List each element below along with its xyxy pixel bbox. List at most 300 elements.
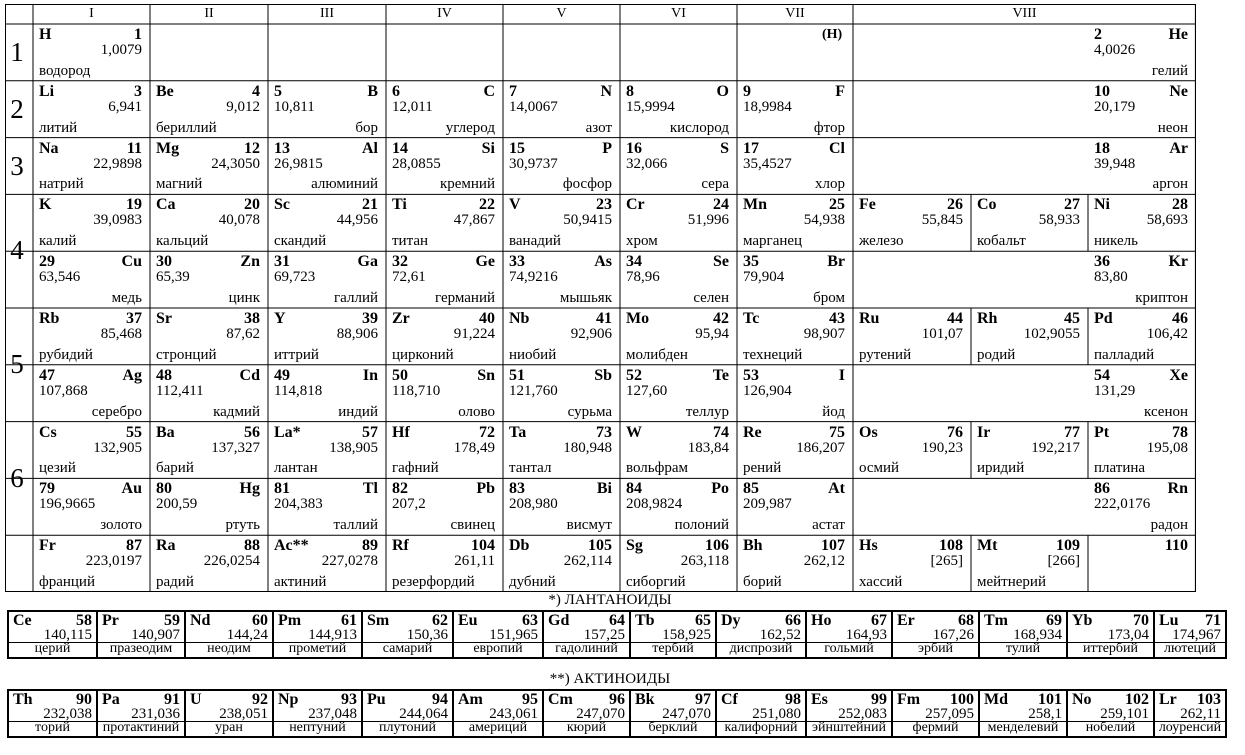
atomic-number: 78 [1172, 423, 1188, 441]
atomic-mass: 231,036 [131, 706, 180, 722]
element-cell [503, 138, 620, 195]
element-symbol: Th [13, 691, 33, 708]
element-cell [737, 365, 853, 422]
atomic-number: 28 [1172, 196, 1188, 214]
element-name: аргон [1152, 176, 1188, 193]
cell-divider [454, 642, 542, 643]
atomic-number: 69 [1046, 612, 1062, 629]
element-name: азот [585, 119, 612, 136]
atomic-mass: 15,9994 [626, 98, 675, 115]
atomic-mass: 78,96 [626, 269, 660, 286]
element-name: стронций [156, 346, 217, 363]
atomic-number: 11 [126, 139, 142, 157]
element-cell [386, 138, 503, 195]
cell-divider [363, 721, 452, 722]
atomic-number: 45 [1064, 310, 1080, 327]
cell-divider [1068, 642, 1153, 643]
atomic-mass: 39,0983 [93, 212, 142, 229]
f-element-cell [978, 691, 1066, 736]
atomic-number: 9 [743, 82, 751, 100]
element-cell [737, 478, 853, 535]
atomic-number: 10 [1094, 82, 1110, 100]
element-name: родий [977, 346, 1016, 363]
element-name: никель [1094, 233, 1138, 250]
element-name: рубидий [39, 346, 93, 363]
element-name: иридий [977, 460, 1025, 477]
element-symbol: Tc [743, 310, 760, 327]
cell-divider [807, 642, 891, 643]
atomic-number: 26 [947, 196, 963, 214]
period-number: 6 [10, 462, 24, 493]
element-symbol: Co [977, 196, 997, 214]
atomic-mass: 237,048 [308, 706, 357, 722]
element-symbol: Rf [392, 537, 409, 555]
element-symbol: F [835, 82, 845, 100]
element-name: цинк [228, 289, 260, 306]
atomic-mass: 58,693 [1146, 212, 1188, 229]
element-cell [150, 194, 268, 251]
atomic-number: 40 [479, 310, 495, 327]
f-element-cell [891, 612, 978, 657]
element-cell [268, 365, 386, 422]
element-symbol: C [483, 82, 495, 100]
element-name: калий [39, 233, 77, 250]
atomic-number: 72 [479, 423, 495, 441]
element-name: самарий [382, 641, 433, 656]
atomic-mass: 243,061 [489, 706, 538, 722]
f-element-cell [978, 612, 1066, 657]
element-symbol: Zn [240, 253, 260, 271]
element-name: платина [1094, 460, 1146, 477]
element-cell [1088, 365, 1196, 422]
atomic-number: 62 [432, 612, 448, 629]
atomic-number: 51 [509, 366, 525, 384]
element-name: сурьма [567, 403, 612, 420]
element-symbol: Pd [1094, 310, 1113, 327]
group-header: VII [785, 6, 805, 21]
element-cell [503, 535, 620, 592]
atomic-mass: 22,9898 [93, 155, 142, 172]
atomic-number: 103 [1197, 691, 1221, 708]
element-symbol: Tm [984, 612, 1008, 629]
element-name: железо [859, 233, 904, 250]
element-name: палладий [1094, 346, 1155, 363]
element-symbol: Xe [1169, 366, 1188, 384]
element-symbol: Rh [977, 310, 998, 327]
atomic-mass: 173,04 [1107, 627, 1149, 643]
f-element-cell [9, 691, 96, 736]
atomic-mass: 63,546 [39, 269, 81, 286]
atomic-number: 48 [156, 366, 172, 384]
element-name: теллур [685, 403, 729, 420]
element-symbol: In [362, 366, 378, 384]
element-cell [503, 422, 620, 479]
element-symbol: Zr [392, 310, 410, 327]
atomic-mass: 118,710 [392, 382, 441, 399]
element-symbol: Pa [102, 691, 120, 708]
element-symbol: Sr [156, 310, 172, 327]
element-name: хром [626, 233, 658, 250]
element-symbol: Ce [13, 612, 32, 629]
element-name: магний [156, 176, 203, 193]
atomic-mass: 101,07 [921, 326, 963, 342]
cell-divider [893, 721, 978, 722]
atomic-mass: 91,224 [453, 326, 495, 342]
atomic-number: 101 [1038, 691, 1062, 708]
atomic-number: 37 [126, 310, 142, 327]
element-symbol: P [602, 139, 612, 157]
element-symbol: Nd [190, 612, 211, 629]
element-symbol: Gd [548, 612, 570, 629]
element-cell [620, 422, 737, 479]
period-number: 4 [10, 235, 24, 266]
element-cell [268, 535, 386, 592]
f-element-cell [452, 612, 542, 657]
element-name: золото [100, 517, 142, 534]
f-element-cell [361, 612, 452, 657]
atomic-mass: 150,36 [406, 627, 448, 643]
element-name: неодим [207, 641, 251, 656]
element-symbol: O [716, 82, 729, 100]
element-name: рений [743, 460, 782, 477]
atomic-mass: 138,905 [329, 439, 378, 456]
atomic-mass: 262,11 [1180, 706, 1221, 722]
element-symbol: U [190, 691, 202, 708]
atomic-number: 91 [164, 691, 180, 708]
element-symbol: Db [509, 537, 530, 555]
atomic-mass: 35,4527 [743, 155, 792, 172]
element-name: марганец [743, 233, 803, 250]
element-symbol: Cf [721, 691, 738, 708]
element-name: цирконий [392, 346, 454, 363]
element-name: йод [822, 403, 845, 420]
element-symbol: Mg [156, 139, 180, 157]
element-name: олово [458, 403, 495, 420]
period-number: 5 [10, 349, 24, 379]
element-name: бериллий [156, 119, 217, 136]
element-symbol: I [838, 366, 845, 384]
element-cell [33, 138, 150, 195]
element-symbol: S [720, 139, 729, 157]
atomic-mass: 227,0278 [321, 553, 378, 570]
atomic-mass: 226,0254 [203, 553, 260, 570]
element-symbol: Cl [829, 139, 845, 157]
f-element-cell [629, 612, 715, 657]
element-name: фтор [813, 119, 845, 136]
element-symbol: Pr [102, 612, 119, 629]
element-symbol: Cd [239, 366, 260, 384]
atomic-mass: 83,80 [1094, 269, 1128, 286]
element-name: торий [35, 720, 70, 735]
element-cell [33, 24, 150, 81]
element-cell [853, 194, 971, 251]
f-element-cell [452, 691, 542, 736]
actinides-label: **) АКТИНОИДЫ [549, 671, 671, 687]
element-name: дубний [509, 573, 556, 590]
atomic-mass: 204,383 [274, 496, 323, 513]
element-symbol: Am [458, 691, 483, 708]
element-symbol: Ga [357, 253, 378, 271]
element-name: празеодим [109, 641, 173, 656]
element-name: сиборгий [626, 573, 686, 590]
element-cell [503, 194, 620, 251]
element-cell [737, 194, 853, 251]
element-symbol: Rn [1167, 480, 1188, 498]
element-name: медь [111, 289, 142, 306]
atomic-mass: 258,1 [1028, 706, 1062, 722]
element-name: плутоний [379, 720, 436, 735]
atomic-mass: 102,9055 [1023, 326, 1080, 342]
atomic-mass: 223,0197 [85, 553, 142, 570]
element-symbol: Pm [278, 612, 302, 629]
atomic-number: 50 [392, 366, 408, 384]
atomic-number: 46 [1172, 310, 1188, 327]
element-name: серебро [91, 403, 142, 420]
element-cell [386, 365, 503, 422]
element-name: резерфордий [392, 573, 475, 590]
atomic-number: 107 [821, 537, 845, 555]
atomic-number: 105 [588, 537, 612, 555]
element-name: америций [468, 720, 528, 735]
element-cell [971, 194, 1088, 251]
atomic-number: 19 [126, 196, 142, 214]
f-element-cell [542, 691, 629, 736]
atomic-number: 95 [522, 691, 538, 708]
element-symbol: Sb [594, 366, 612, 384]
atomic-mass: 140,115 [43, 627, 92, 643]
atomic-number: 61 [341, 612, 357, 629]
element-symbol: Bk [635, 691, 655, 708]
atomic-number: 99 [871, 691, 887, 708]
element-symbol: Ni [1094, 196, 1110, 214]
atomic-number: 66 [785, 612, 801, 629]
atomic-mass: 252,083 [838, 706, 887, 722]
element-symbol: Md [984, 691, 1008, 708]
atomic-mass: 126,904 [743, 382, 792, 399]
atomic-mass: 40,078 [218, 212, 260, 229]
element-name: сера [701, 176, 729, 193]
element-symbol: Y [274, 310, 286, 327]
element-name: вольфрам [626, 460, 688, 477]
atomic-number: 82 [392, 480, 408, 498]
atomic-number: 38 [244, 310, 260, 327]
element-symbol: Es [811, 691, 828, 708]
atomic-mass: 190,23 [921, 439, 963, 456]
element-cell [737, 138, 853, 195]
element-symbol: Lr [1159, 691, 1177, 708]
element-cell [737, 251, 853, 308]
atomic-mass: 251,080 [752, 706, 801, 722]
atomic-mass: 30,9737 [509, 155, 558, 172]
atomic-number: 60 [252, 612, 268, 629]
element-name: селен [693, 289, 729, 306]
atomic-number: 88 [244, 537, 260, 555]
atomic-mass: 262,12 [803, 553, 845, 570]
cell-divider [9, 642, 96, 643]
f-element-cell [1153, 691, 1225, 736]
element-symbol: Ti [392, 196, 407, 214]
atomic-number: 73 [596, 423, 612, 441]
atomic-mass: 10,811 [274, 98, 315, 115]
atomic-mass: 127,60 [626, 382, 668, 399]
element-symbol: Ca [156, 196, 176, 214]
element-cell [971, 422, 1088, 479]
element-cell [268, 81, 386, 138]
atomic-number: 31 [274, 253, 290, 271]
element-name: менделевий [987, 720, 1059, 735]
element-cell [737, 308, 853, 365]
element-symbol: Ba [156, 423, 175, 441]
atomic-number: 39 [362, 310, 378, 327]
element-name: тербий [652, 641, 694, 656]
atomic-mass: 4,0026 [1094, 42, 1136, 58]
atomic-number: 109 [1056, 537, 1080, 555]
element-cell [620, 81, 737, 138]
element-name: криптон [1135, 289, 1188, 306]
atomic-mass: 6,941 [108, 98, 142, 115]
element-name: кадмий [213, 403, 260, 420]
element-name: мейтнерий [977, 573, 1046, 590]
element-name: калифорний [724, 720, 798, 735]
atomic-mass: 263,118 [680, 553, 729, 570]
element-symbol: Ho [811, 612, 832, 629]
element-name: неон [1157, 119, 1188, 136]
element-name: галлий [334, 289, 378, 306]
atomic-mass: 207,2 [392, 496, 426, 513]
element-symbol: Lu [1159, 612, 1179, 629]
element-name: свинец [450, 517, 495, 534]
atomic-number: 25 [829, 196, 845, 214]
element-name: франций [39, 573, 95, 590]
atomic-mass: 92,906 [570, 326, 612, 342]
element-symbol: Fm [897, 691, 921, 708]
cell-divider [186, 642, 272, 643]
cell-divider [1155, 721, 1225, 722]
element-cell [33, 81, 150, 138]
element-cell [971, 308, 1088, 365]
element-symbol: Sm [367, 612, 390, 629]
element-cell [853, 422, 971, 479]
element-name: ниобий [509, 346, 557, 363]
cell-divider [274, 642, 361, 643]
atomic-mass: 238,051 [219, 706, 268, 722]
element-symbol: Mo [626, 310, 650, 327]
atomic-mass: 95,94 [695, 326, 729, 342]
atomic-mass: 114,818 [274, 382, 323, 399]
cell-divider [1068, 721, 1153, 722]
atomic-number: 65 [695, 612, 711, 629]
element-cell [150, 478, 268, 535]
atomic-mass: 24,3050 [211, 155, 260, 172]
atomic-number: 70 [1133, 612, 1149, 629]
cell-divider [274, 721, 361, 722]
element-cell [1088, 81, 1196, 138]
atomic-mass: 208,9824 [626, 496, 683, 513]
atomic-number: 90 [76, 691, 92, 708]
atomic-mass: 168,934 [1013, 627, 1062, 643]
element-name: осмий [859, 460, 900, 477]
f-element-cell [96, 612, 184, 657]
element-cell [620, 194, 737, 251]
atomic-mass: 98,907 [803, 326, 845, 342]
atomic-mass: 106,42 [1146, 326, 1188, 342]
group-header: IV [437, 6, 452, 21]
atomic-number: 110 [1164, 537, 1188, 555]
atomic-mass: 79,904 [743, 269, 785, 286]
atomic-mass: 26,9815 [274, 155, 323, 172]
f-element-cell [715, 691, 805, 736]
atomic-mass: 244,064 [399, 706, 448, 722]
atomic-number: 15 [509, 139, 525, 157]
element-cell [737, 422, 853, 479]
element-cell [268, 478, 386, 535]
element-symbol: Po [711, 480, 729, 498]
f-element-cell [272, 691, 361, 736]
element-name: гольмий [824, 641, 874, 656]
element-name: радий [156, 573, 194, 590]
group-header: V [556, 6, 567, 21]
element-symbol: No [1072, 691, 1092, 708]
element-cell [620, 478, 737, 535]
f-element-cell [629, 691, 715, 736]
element-cell [737, 81, 853, 138]
element-cell [268, 138, 386, 195]
element-name: кюрий [566, 720, 607, 735]
element-cell [1088, 478, 1196, 535]
element-cell [1088, 138, 1196, 195]
element-symbol: Pu [367, 691, 386, 708]
atomic-mass: [265] [930, 553, 963, 570]
atomic-number: 42 [713, 310, 729, 327]
element-symbol: Kr [1168, 253, 1188, 271]
group-header: VI [671, 6, 686, 21]
element-name: германий [434, 289, 495, 306]
atomic-number: 41 [596, 310, 612, 327]
atomic-mass: 167,26 [932, 627, 974, 643]
atomic-mass: 195,08 [1146, 439, 1188, 456]
element-cell [33, 478, 150, 535]
atomic-number: 17 [743, 139, 759, 157]
atomic-number: 34 [626, 253, 642, 271]
element-cell [268, 251, 386, 308]
period-number: 3 [10, 150, 24, 181]
element-symbol: K [39, 196, 52, 214]
element-symbol: Hs [859, 537, 878, 555]
f-element-cell [715, 612, 805, 657]
element-name: молибден [626, 346, 688, 363]
element-name: фосфор [562, 176, 612, 193]
element-cell [33, 422, 150, 479]
element-symbol: Fr [39, 537, 56, 555]
atomic-number: 16 [626, 139, 642, 157]
atomic-number: 80 [156, 480, 172, 498]
element-symbol: Te [712, 366, 729, 384]
atomic-number: 102 [1125, 691, 1149, 708]
atomic-number: 86 [1094, 480, 1110, 498]
atomic-mass: 196,9665 [39, 496, 96, 513]
element-symbol: Cu [121, 253, 142, 271]
element-symbol: Cs [39, 423, 57, 441]
f-element-cell [272, 612, 361, 657]
element-cell [150, 251, 268, 308]
f-element-cell [805, 691, 891, 736]
element-symbol: Ta [509, 423, 527, 441]
f-element-cell [1153, 612, 1225, 657]
element-symbol: Tb [635, 612, 655, 629]
element-name: эрбий [917, 641, 954, 656]
atomic-number: 83 [509, 480, 525, 498]
cell-divider [980, 721, 1066, 722]
